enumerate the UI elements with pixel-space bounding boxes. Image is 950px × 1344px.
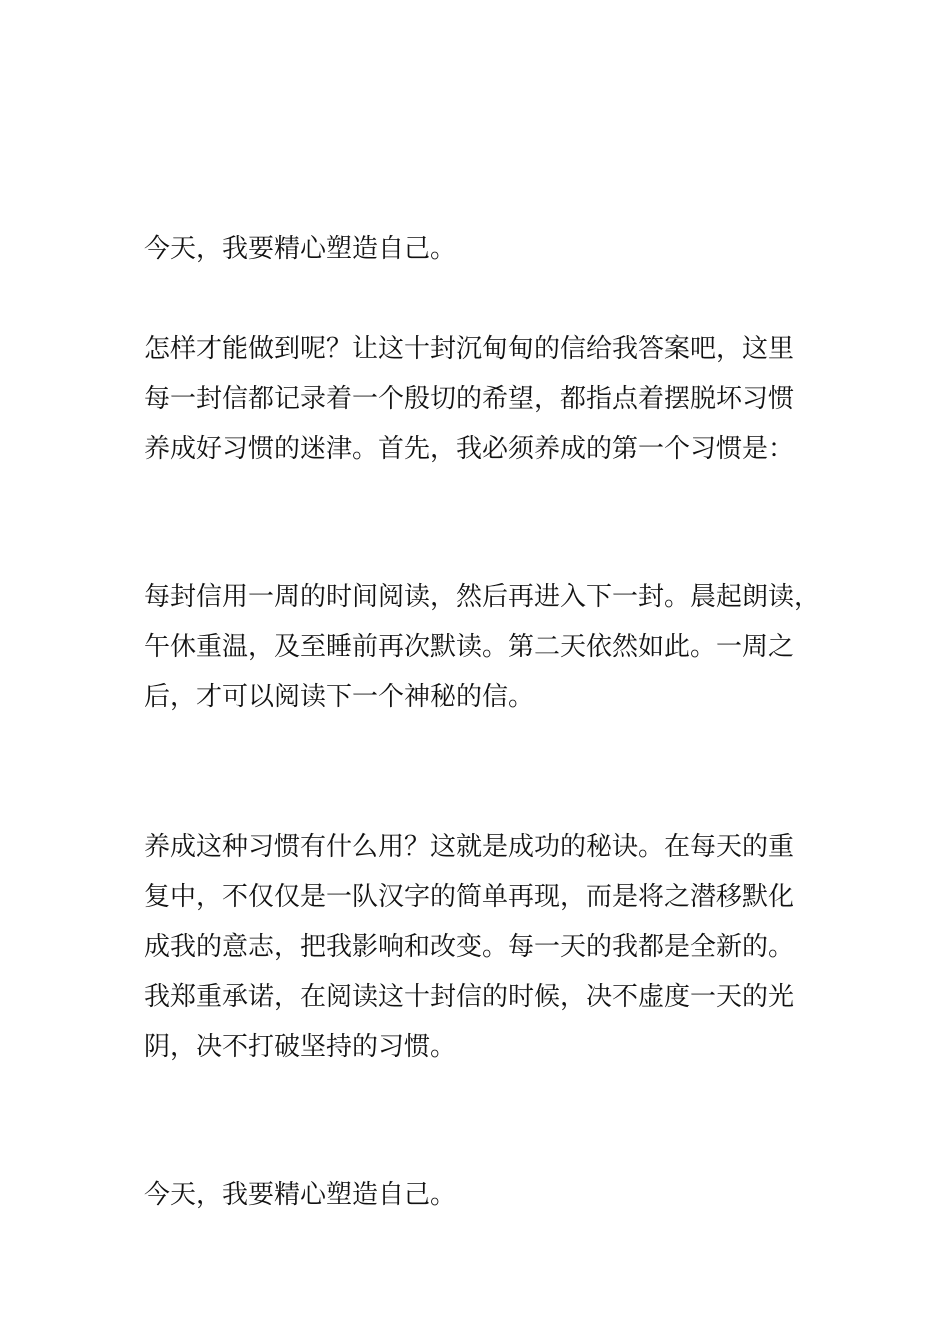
text-line: 后，才可以阅读下一个神秘的信。	[144, 682, 535, 712]
text-line: 今天，我要精心塑造自己。	[144, 234, 457, 264]
text-line: 今天，我要精心塑造自己。	[144, 1180, 457, 1210]
text-line: 阴，决不打破坚持的习惯。	[144, 1032, 457, 1062]
paragraph-2	[144, 324, 794, 474]
text-line: 午休重温，及至睡前再次默读。第二天依然如此。一周之	[144, 632, 795, 662]
text-line: 每一封信都记录着一个殷切的希望，都指点着摆脱坏习惯	[144, 384, 795, 414]
text-line: 我郑重承诺，在阅读这十封信的时候，决不虚度一天的光	[144, 982, 795, 1012]
text-line: 养成这种习惯有什么用？这就是成功的秘诀。在每天的重	[144, 832, 795, 862]
text-line: 怎样才能做到呢？让这十封沉甸甸的信给我答案吧，这里	[144, 334, 795, 364]
text-line: 养成好习惯的迷津。首先，我必须养成的第一个习惯是：	[144, 434, 795, 464]
paragraph-3	[144, 572, 820, 722]
text-line: 每封信用一周的时间阅读，然后再进入下一封。晨起朗读，	[144, 582, 821, 612]
text-line: 成我的意志，把我影响和改变。每一天的我都是全新的。	[144, 932, 795, 962]
paragraph-5	[144, 1170, 456, 1220]
paragraph-4	[144, 822, 794, 1072]
text-line: 复中，不仅仅是一队汉字的简单再现，而是将之潜移默化	[144, 882, 795, 912]
paragraph-1	[144, 224, 456, 274]
